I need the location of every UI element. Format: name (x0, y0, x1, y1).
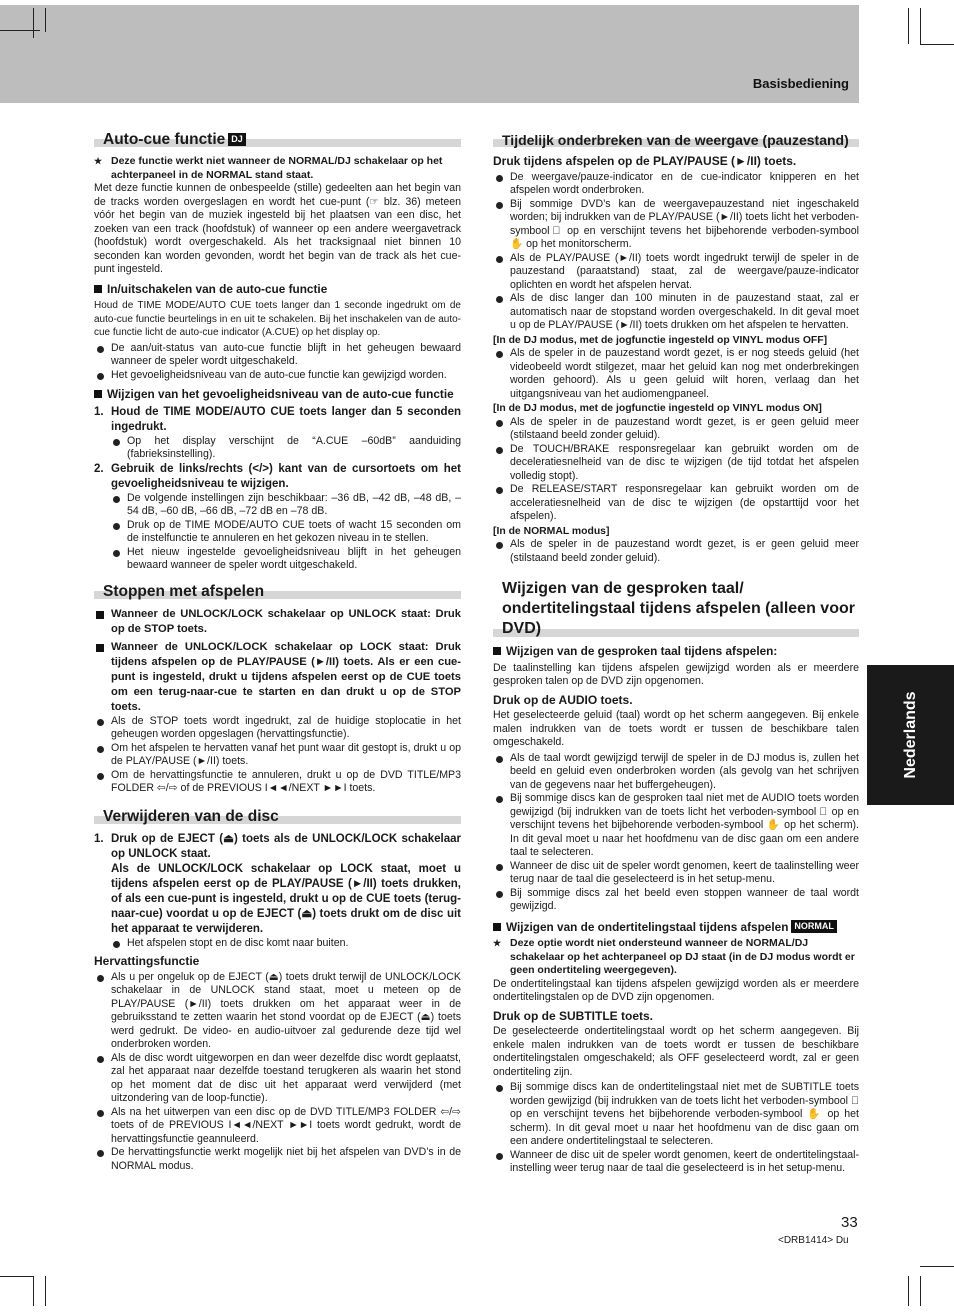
crop-mark (45, 1276, 46, 1306)
section-title-stop: Stoppen met afspelen (94, 583, 461, 601)
bullet: Als de taal wordt gewijzigd terwijl de speler in de DJ modus is, zullen het beeld en geluid even onderbroken worden (als gevolg van het schrijven van de gegevens naar het buffergeheugen). (493, 752, 859, 793)
bullet: De aan/uit-status van auto-cue functie blijft in het geheugen bewaard wanneer de speler wordt uitgeschakeld. (94, 342, 461, 369)
bullet: Wanneer de disc uit de speler wordt genomen, keert de ondertitelingstaal-instelling weer terug naar de taal die geselecteerd is in het setup-menu. (493, 1149, 859, 1176)
subheading: Hervattingsfunctie (94, 954, 200, 968)
bullet: De TOUCH/BRAKE responsregelaar kan gebruikt worden om de deceleratiesnelheid van de disc te wijzigen (de tijd totdat het afspelen volledig stopt). (493, 443, 859, 484)
bullet: Bij sommige DVD’s kan de weergavepauzestand niet ingeschakeld worden; bij indrukken van de PLAY/PAUSE (►/II) toets licht het verboden-symbool ⃠ op en verschijnt tevens het bijbehorende verboden-symbool ✋ op het monitorscherm. (493, 198, 859, 252)
subheading: Wijzigen van de gesproken taal tijdens afspelen: (493, 645, 859, 659)
mode-heading: [In de NORMAL modus] (493, 525, 610, 537)
section-title-language: Wijzigen van de gesproken taal/ ondertitelingstaal tijdens afspelen (alleen voor DVD) (493, 579, 859, 639)
bullet: Druk op de TIME MODE/AUTO CUE toets of wacht 15 seconden om de instelfunctie te annuleren en het gekozen niveau in te stellen. (110, 519, 461, 546)
subheading: Wijzigen van de ondertitelingstaal tijdens afspelen NORMAL (493, 920, 859, 935)
paragraph: Met deze functie kunnen de onbespeelde (stille) gedeelten aan het begin van de tracks worden overgeslagen en wordt het cue-punt (☞ blz. 36) meteen vóór het begin van de muziek ingesteld bij het plaatsen van een disc, het zoeken van een track (hoofdstuk) of wanneer op een andere weergavetrack (hoofdstuk) wordt overgeschakeld. Als het tracksignaal niet binnen 10 seconden kan worden gevonden, wordt het begin van de track als het cue-punt ingesteld. (94, 182, 461, 275)
bullet: Het afspelen stopt en de disc komt naar buiten. (110, 937, 461, 951)
bullet: Als de speler in de pauzestand wordt gezet, is er nog steeds geluid (het videobeeld wordt stilgezet, maar het geluid kan nog met onderbrekingen worden gehoord). Als u geen geluid wilt horen, verlaag dan het uitgangsniveau van het audiomengpaneel. (493, 347, 859, 401)
instruction: Druk tijdens afspelen op de PLAY/PAUSE (►/II) toets. (493, 154, 797, 168)
crop-mark (45, 8, 46, 32)
paragraph: De ondertitelingstaal kan tijdens afspelen gewijzigd worden als er meerdere ondertitelingstalen op de DVD zijn opgenomen. (493, 977, 859, 1003)
instruction: Druk op de AUDIO toets. (493, 692, 633, 707)
bullet: Het nieuw ingestelde gevoeligheidsniveau blijft in het geheugen bewaard wanneer de speler wordt uitgeschakeld. (110, 546, 461, 573)
instruction: Druk op de SUBTITLE toets. (493, 1008, 654, 1023)
bullet: Op het display verschijnt de “A.CUE –60dB” aanduiding (fabrieksinstelling). (110, 435, 461, 462)
bullet: De volgende instellingen zijn beschikbaar: –36 dB, –42 dB, –48 dB, –54 dB, –60 dB, –66 dB, –72 dB en –78 dB. (110, 492, 461, 519)
section-title-eject: Verwijderen van de disc (94, 808, 461, 826)
crop-mark (920, 44, 954, 45)
crop-mark (0, 30, 40, 31)
note: ★ Deze functie werkt niet wanneer de NORMAL/DJ schakelaar op het achterpaneel in de NORMAL stand staat. (94, 155, 461, 182)
section-title-pause: Tijdelijk onderbreken van de weergave (pauzestand) (493, 131, 859, 149)
bullet: De RELEASE/START responsregelaar kan gebruikt worden om de acceleratiesnelheid van de disc te wijzigen (de opstarttijd voor het afspelen). (493, 483, 859, 524)
paragraph: De geselecteerde ondertitelingstaal wordt op het scherm aangegeven. Bij enkele malen indrukken van de toets wordt er tussen de beschikbare ondertitelingstalen omgeschakeld; als OFF geselecteerd wordt, zal er geen ondertiteling zijn. (493, 1025, 859, 1078)
bullet: Als na het uitwerpen van een disc op de DVD TITLE/MP3 FOLDER ⇦/⇨ toets of de PREVIOUS I◄◄/NEXT ►►I toets wordt gedrukt, wordt de hervattingsfunctie geannuleerd. (94, 1106, 461, 1147)
language-tab (867, 665, 954, 805)
bullet: Als de disc wordt uitgeworpen en dan weer dezelfde disc wordt geplaatst, zal het apparaat naar dezelfde toestand terugkeren als waarin het stond op het moment dat de disc uit het apparaat werd verwijderd (met uitzondering van de loop-functie). (94, 1052, 461, 1106)
bullet: Als de speler in de pauzestand wordt gezet, is er geen geluid meer (stilstaand beeld zonder geluid). (493, 538, 859, 565)
bullet: Bij sommige discs kan de ondertitelingstaal niet met de SUBTITLE toets worden gewijzigd (bij indrukken van de toets licht het verboden-symbool ⃠ op en verschijnt tevens het bijbehorende verboden-symbool ✋ op het scherm). In dit geval moet u naar het hoofdmenu van de disc gaan om een andere ondertitelingstaal te selecteren. (493, 1081, 859, 1149)
bullet: Als u per ongeluk op de EJECT (⏏) toets drukt terwijl de UNLOCK/LOCK schakelaar in de UNLOCK stand staat, moet u meteen op de PLAY/PAUSE (►/II) toets drukken om het apparaat weer in de gebruiksstand te zetten waarin het stond voordat op de EJECT (⏏) toets werd gedrukt. De video- en audio-uitvoer zal gedurende deze tijd wel onderbroken worden. (94, 971, 461, 1052)
bullet: Bij sommige discs zal het beeld even stoppen wanneer de taal wordt gewijzigd. (493, 887, 859, 914)
bullet: Bij sommige discs kan de gesproken taal niet met de AUDIO toets worden gewijzigd (bij indrukken van de toets licht het verboden-symbool ⃠ op en verschijnt tevens het bijbehorende verboden-symbool ✋ op het scherm). In dit geval moet u naar het hoofdmenu van de disc gaan om een andere taal te selecteren. (493, 792, 859, 860)
crop-mark (33, 1276, 34, 1306)
page-number: 33 (841, 1214, 858, 1231)
crop-mark (33, 8, 34, 38)
step: 2. Gebruik de links/rechts (</>) kant van de cursortoets om het gevoeligheidsniveau te wijzigen. (94, 462, 461, 490)
subheading: In/uitschakelen van de auto-cue functie (94, 283, 461, 297)
paragraph: Het geselecteerde geluid (taal) wordt op het scherm aangegeven. Bij enkele malen indrukken van de toets wordt er tussen de beschikbare talen omgeschakeld. (493, 709, 859, 748)
instruction: Wanneer de UNLOCK/LOCK schakelaar op UNLOCK staat: Druk op de STOP toets. (94, 607, 461, 637)
instruction: Wanneer de UNLOCK/LOCK schakelaar op LOCK staat: Druk tijdens afspelen op de PLAY/PAUSE (►/II) toets. Als er een cue-punt is ingesteld, drukt u tijdens afspelen eerst op de CUE toets om een terug-naar-cue te starten en dan drukt u op de STOP toets. (94, 640, 461, 715)
paragraph: Houd de TIME MODE/AUTO CUE toets langer dan 1 seconde ingedrukt om de auto-cue functie beurtelings in en uit te schakelen. Bij het inschakelen van de auto-cue functie licht de auto-cue indicator (A.CUE) op het display op. (94, 300, 461, 338)
crop-mark (920, 8, 921, 44)
mode-heading: [In de DJ modus, met de jogfunctie ingesteld op VINYL modus OFF] (493, 334, 828, 346)
right-column (493, 125, 859, 1176)
crop-mark (920, 1266, 954, 1267)
bullet: Als de speler in de pauzestand wordt gezet, is er geen geluid meer (stilstaand beeld zonder geluid). (493, 416, 859, 443)
bullet: Als de disc langer dan 100 minuten in de pauzestand staat, zal er automatisch naar de stopstand worden overgeschakeld. In dit geval moet u op de PLAY/PAUSE (►/II) toets drukken om het afspelen te hervatten. (493, 292, 859, 333)
bullet: Om de hervattingsfunctie te annuleren, drukt u op de DVD TITLE/MP3 FOLDER ⇦/⇨ of de PREVIOUS I◄◄/NEXT ►►I toets. (94, 769, 461, 796)
left-column (94, 125, 461, 1173)
bullet: Als de STOP toets wordt ingedrukt, zal de huidige stoplocatie in het geheugen worden opgeslagen (hervattingsfunctie). (94, 715, 461, 742)
section-title-auto-cue: Auto-cue functie DJ (94, 131, 461, 149)
paragraph: De taalinstelling kan tijdens afspelen gewijzigd worden als er meerdere gesproken talen op de DVD zijn opgenomen. (493, 661, 859, 687)
step: 1. Druk op de EJECT (⏏) toets als de UNLOCK/LOCK schakelaar op UNLOCK staat. (94, 832, 461, 860)
section-label: Basisbediening (752, 76, 849, 91)
mode-heading: [In de DJ modus, met de jogfunctie ingesteld op VINYL modus ON] (493, 403, 822, 414)
step-continued: Als de UNLOCK/LOCK schakelaar op LOCK staat, moet u tijdens afspelen eerst op de PLAY/PAUSE (►/II) toets drukken, of als een cue-punt is ingesteld, drukt u op de CUE toets (terug-naar-cue) voordat u op de EJECT (⏏) toets drukt om de disc uit het apparaat te verwijderen. (111, 862, 461, 935)
header-band (0, 5, 859, 103)
bullet: Het gevoeligheidsniveau van de auto-cue functie kan gewijzigd worden. (94, 369, 461, 383)
bullet: Als de PLAY/PAUSE (►/II) toets wordt ingedrukt terwijl de speler in de pauzestand (paraatstand) staat, zal de weergave/pauze-indicator oplichten en wordt het afspelen hervat. (493, 252, 859, 293)
normal-icon: NORMAL (791, 920, 837, 933)
bullet: Om het afspelen te hervatten vanaf het punt waar dit gestopt is, drukt u op de PLAY/PAUSE (►/II) toets. (94, 742, 461, 769)
bullet: De hervattingsfunctie werkt mogelijk niet bij het afspelen van DVD’s in de NORMAL modus. (94, 1146, 461, 1173)
language-tab-label: Nederlands (901, 691, 919, 779)
crop-mark (0, 1276, 34, 1277)
crop-mark (920, 1276, 921, 1306)
document-code: <DRB1414> Du (778, 1235, 849, 1246)
bullet: Wanneer de disc uit de speler wordt genomen, keert de taalinstelling weer terug naar de taal die geselecteerd is in het setup-menu. (493, 860, 859, 887)
bullet: De weergave/pauze-indicator en de cue-indicator knipperen en het afspelen wordt onderbroken. (493, 171, 859, 198)
note: ★ Deze optie wordt niet ondersteund wanneer de NORMAL/DJ schakelaar op het achterpaneel op DJ staat (in de DJ modus wordt er geen ondertiteling weergegeven). (493, 937, 859, 978)
dj-icon: DJ (228, 133, 246, 146)
crop-mark (908, 8, 909, 44)
subheading: Wijzigen van het gevoeligheidsniveau van de auto-cue functie (94, 388, 461, 402)
crop-mark (908, 1276, 909, 1306)
step: 1. Houd de TIME MODE/AUTO CUE toets langer dan 5 seconden ingedrukt. (94, 405, 461, 433)
